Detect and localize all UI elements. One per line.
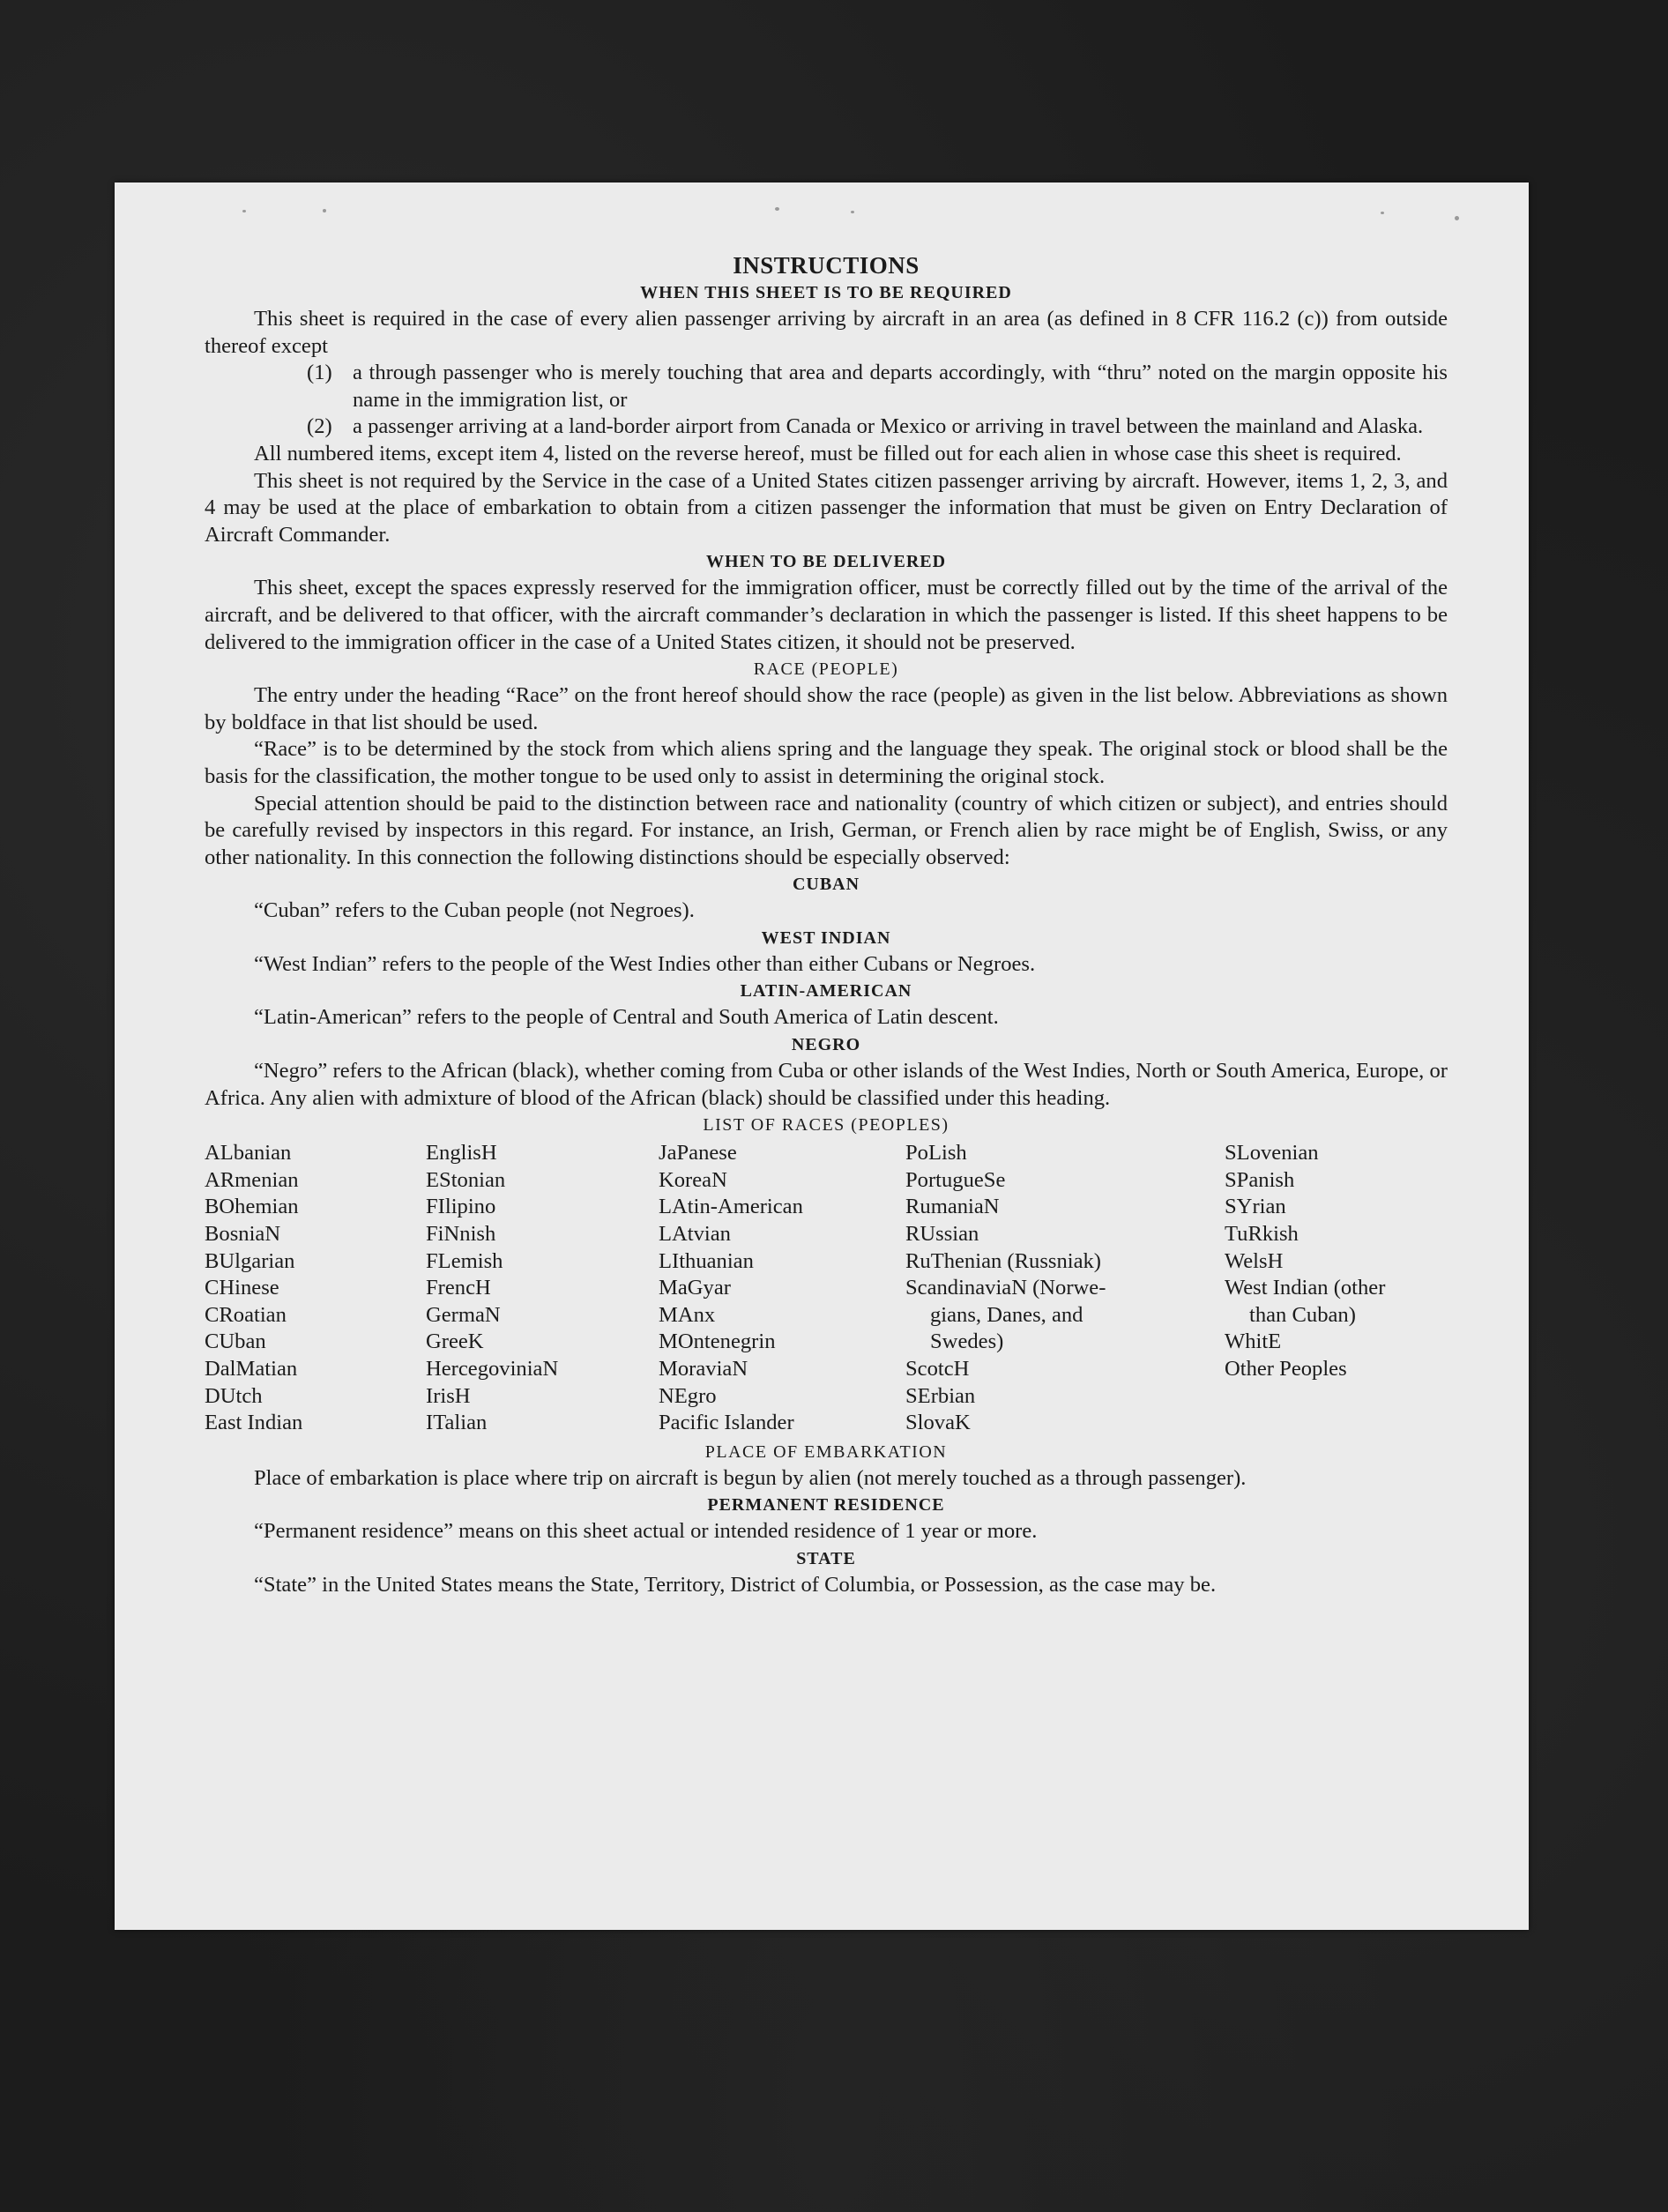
- exception-text: a through passenger who is merely touching that area and departs accordingly, with “thru” noted on the margin opposite his name in the immigration list, or: [353, 361, 1448, 412]
- race-item: PoLish: [905, 1141, 967, 1166]
- race-item: CHinese: [205, 1276, 279, 1300]
- heading-west-indian: WEST INDIAN: [761, 927, 891, 948]
- race-item: RumaniaN: [905, 1195, 1000, 1219]
- race-item: NEgro: [659, 1383, 717, 1408]
- numbered-items-paragraph: All numbered items, except item 4, listed on the reverse hereof, must be filled out for each alien in whose case this sheet is required.: [254, 441, 1402, 465]
- race-item: DUtch: [205, 1383, 263, 1408]
- race-item: PortugueSe: [905, 1167, 1006, 1192]
- race-item: SLovenian: [1225, 1141, 1319, 1166]
- citizen-paragraph: This sheet is not required by the Service in the case of a United States citizen passenger arriving by aircraft. However, items 1, 2, 3, and 4 may be used at the place of embarkation to obtain from a citizen passenger the information that must be given on Entry Declaration of Aircraft Commander.: [205, 468, 1448, 547]
- race-item: FiNnish: [426, 1222, 496, 1247]
- race-item: LAtvian: [659, 1222, 731, 1247]
- race-item: SlovaK: [905, 1411, 971, 1435]
- race-item: FLemish: [426, 1248, 503, 1273]
- exception-item: [205, 360, 1448, 413]
- race-item: ITalian: [426, 1411, 488, 1435]
- races-column: [659, 1140, 905, 1437]
- race-item: LAtin-American: [659, 1195, 803, 1219]
- race-item: JaPanese: [659, 1141, 737, 1166]
- ink-speck: [323, 209, 326, 212]
- race-item: GermaN: [426, 1302, 501, 1327]
- embarkation-paragraph: Place of embarkation is place where trip on aircraft is begun by alien (not merely touched as a through passenger).: [254, 1465, 1247, 1490]
- races-column: [905, 1140, 1225, 1437]
- document-sheet: [115, 182, 1529, 1930]
- race-item: East Indian: [205, 1411, 303, 1435]
- race-item: WhitE: [1225, 1329, 1282, 1354]
- exception-text: a passenger arriving at a land-border airport from Canada or Mexico or arriving in travel between the mainland and Alaska.: [353, 414, 1424, 439]
- ink-speck: [1381, 212, 1384, 214]
- race-item: West Indian (other: [1225, 1276, 1386, 1300]
- latin-american-paragraph: “Latin-American” refers to the people of Central and South America of Latin descent.: [254, 1005, 999, 1030]
- race-item-continuation: gians, Danes, and: [930, 1302, 1083, 1327]
- race-item: BosniaN: [205, 1222, 281, 1247]
- race-item: ALbanian: [205, 1141, 292, 1166]
- heading-negro: NEGRO: [791, 1035, 861, 1055]
- instructions-content: [205, 251, 1448, 1599]
- heading-race: RACE (PEOPLE): [753, 659, 899, 680]
- race-item: EStonian: [426, 1167, 506, 1192]
- races-column: [426, 1140, 659, 1437]
- race-item: BOhemian: [205, 1195, 299, 1219]
- race-item: HercegoviniaN: [426, 1357, 559, 1381]
- race-item: MAnx: [659, 1302, 716, 1327]
- race-item: ARmenian: [205, 1167, 299, 1192]
- exception-number: (2): [307, 414, 332, 439]
- race-item: TuRkish: [1225, 1222, 1299, 1247]
- race-item: SYrian: [1225, 1195, 1286, 1219]
- race-item: RuThenian (Russniak): [905, 1248, 1101, 1273]
- race-item: MOntenegrin: [659, 1329, 776, 1354]
- ink-speck: [242, 210, 246, 212]
- race-item: GreeK: [426, 1329, 484, 1354]
- ink-speck: [851, 211, 854, 213]
- race-item: KoreaN: [659, 1167, 727, 1192]
- race-paragraph-3: Special attention should be paid to the distinction between race and nationality (country of which citizen or subject), and entries should be carefully revised by inspectors in this regard. For instance, an Irish, German, or French alien by race might be of English, Swiss, or any other nationality. In this connection the following distinctions should be especially observed:: [205, 791, 1448, 869]
- heading-embarkation: PLACE OF EMBARKATION: [704, 1441, 948, 1462]
- state-paragraph: “State” in the United States means the State, Territory, District of Columbia, or Possession, as the case may be.: [254, 1572, 1217, 1597]
- heading-cuban: CUBAN: [792, 875, 860, 895]
- races-column: [1225, 1140, 1448, 1437]
- race-item: WelsH: [1225, 1248, 1284, 1273]
- cuban-paragraph: “Cuban” refers to the Cuban people (not Negroes).: [254, 898, 695, 923]
- exception-item: [205, 413, 1448, 441]
- race-paragraph-2: “Race” is to be determined by the stock from which aliens spring and the language they speak. The original stock or blood shall be the basis for the classification, the mother tongue to be used only to assist in determining the original stock.: [205, 737, 1448, 788]
- race-item-continuation: than Cuban): [1249, 1302, 1356, 1327]
- race-item: EnglisH: [426, 1141, 497, 1166]
- ink-speck: [775, 207, 779, 211]
- race-item: Other Peoples: [1225, 1357, 1347, 1381]
- race-item: FIlipino: [426, 1195, 496, 1219]
- race-item: ScotcH: [905, 1357, 970, 1381]
- races-list: [205, 1140, 1448, 1437]
- heading-list-of-races: LIST OF RACES (PEOPLES): [703, 1115, 949, 1136]
- race-item: CRoatian: [205, 1302, 287, 1327]
- race-item: IrisH: [426, 1383, 471, 1408]
- race-item: RUssian: [905, 1222, 979, 1247]
- when-required-intro: This sheet is required in the case of every alien passenger arriving by aircraft in an area (as defined in 8 CFR 116.2 (c)) from outside thereof except: [205, 307, 1448, 358]
- race-item-continuation: Swedes): [930, 1329, 1004, 1354]
- residence-paragraph: “Permanent residence” means on this sheet actual or intended residence of 1 year or more.: [254, 1519, 1038, 1544]
- heading-when-required: WHEN THIS SHEET IS TO BE REQUIRED: [640, 283, 1012, 302]
- exception-number: (1): [307, 361, 332, 385]
- races-column: [205, 1140, 426, 1437]
- race-item: FrencH: [426, 1276, 491, 1300]
- race-item: MoraviaN: [659, 1357, 748, 1381]
- heading-state: STATE: [796, 1548, 856, 1568]
- race-item: SPanish: [1225, 1167, 1295, 1192]
- west-indian-paragraph: “West Indian” refers to the people of the West Indies other than either Cubans or Negroes.: [254, 951, 1036, 976]
- when-delivered-paragraph: This sheet, except the spaces expressly reserved for the immigration officer, must be correctly filled out by the time of the arrival of the aircraft, and be delivered to that officer, with the aircraft commander’s declaration in which the passenger is listed. If this sheet happens to be delivered to the immigration officer in the case of a United States citizen, it should not be preserved.: [205, 576, 1448, 654]
- race-paragraph-1: The entry under the heading “Race” on the front hereof should show the race (people) as given in the list below. Abbreviations as shown by boldface in that list should be used.: [205, 683, 1448, 734]
- negro-paragraph: “Negro” refers to the African (black), whether coming from Cuba or other islands of the West Indies, North or South America, Europe, or Africa. Any alien with admixture of blood of the African (black) should be classified under this heading.: [205, 1059, 1448, 1110]
- race-item: ScandinaviaN (Norwe-: [905, 1276, 1106, 1300]
- heading-latin-american: LATIN-AMERICAN: [740, 981, 912, 1002]
- race-item: SErbian: [905, 1383, 976, 1408]
- race-item: CUban: [205, 1329, 266, 1354]
- race-item: BUlgarian: [205, 1248, 295, 1273]
- page-title: INSTRUCTIONS: [733, 252, 920, 279]
- ink-speck: [1455, 216, 1459, 220]
- race-item: Pacific Islander: [659, 1411, 794, 1435]
- race-item: LIthuanian: [659, 1248, 754, 1273]
- heading-when-delivered: WHEN TO BE DELIVERED: [705, 552, 947, 572]
- race-item: MaGyar: [659, 1276, 731, 1300]
- heading-permanent-residence: PERMANENT RESIDENCE: [707, 1495, 945, 1516]
- race-item: DalMatian: [205, 1357, 298, 1381]
